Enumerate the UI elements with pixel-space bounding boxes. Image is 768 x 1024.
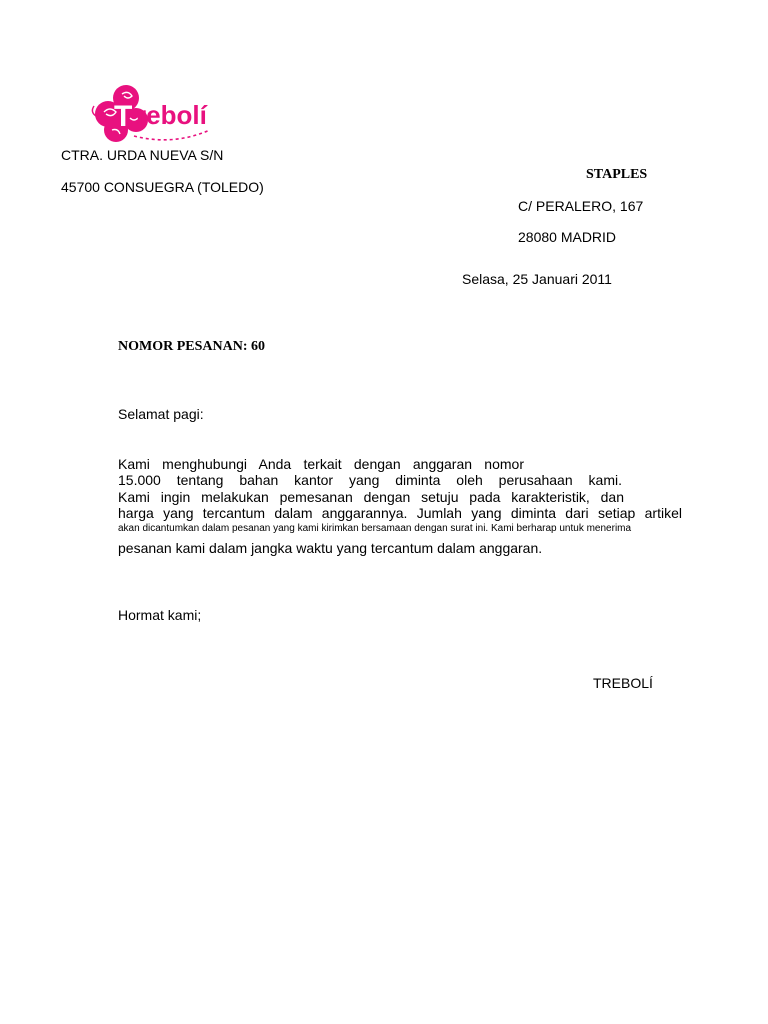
- letter-date: Selasa, 25 Januari 2011: [462, 271, 612, 287]
- order-number: NOMOR PESANAN: 60: [118, 339, 265, 354]
- body-line-4: harga yang tercantum dalam anggarannya. Jumlah yang diminta dari setiap artikel: [118, 505, 682, 521]
- recipient-address-line1: C/ PERALERO, 167: [518, 198, 644, 214]
- greeting: Selamat pagi:: [118, 406, 204, 422]
- sender-address-line1: CTRA. URDA NUEVA S/N: [61, 147, 224, 163]
- recipient-address-line2: 28080 MADRID: [518, 229, 617, 245]
- body-line-3: Kami ingin melakukan pemesanan dengan setuju pada karakteristik, dan: [118, 489, 624, 505]
- body-line-2: 15.000 tentang bahan kantor yang diminta oleh perusahaan kami.: [118, 472, 622, 488]
- body-line-1: Kami menghubungi Anda terkait dengan anggaran nomor: [118, 456, 524, 472]
- recipient-name: STAPLES: [586, 167, 648, 182]
- body-line-6: pesanan kami dalam jangka waktu yang tercantum dalam anggaran.: [118, 540, 543, 556]
- body-line-5: akan dicantumkan dalam pesanan yang kami kirimkan bersamaan dengan surat ini. Kami berharap untuk menerima: [118, 523, 632, 534]
- sender-address-line2: 45700 CONSUEGRA (TOLEDO): [61, 179, 264, 195]
- treboli-logo: [78, 80, 228, 150]
- signature: TREBOLÍ: [593, 675, 653, 691]
- svg-text:rebolí: rebolí: [136, 100, 207, 130]
- closing: Hormat kami;: [118, 607, 202, 623]
- svg-text:T: T: [114, 100, 133, 133]
